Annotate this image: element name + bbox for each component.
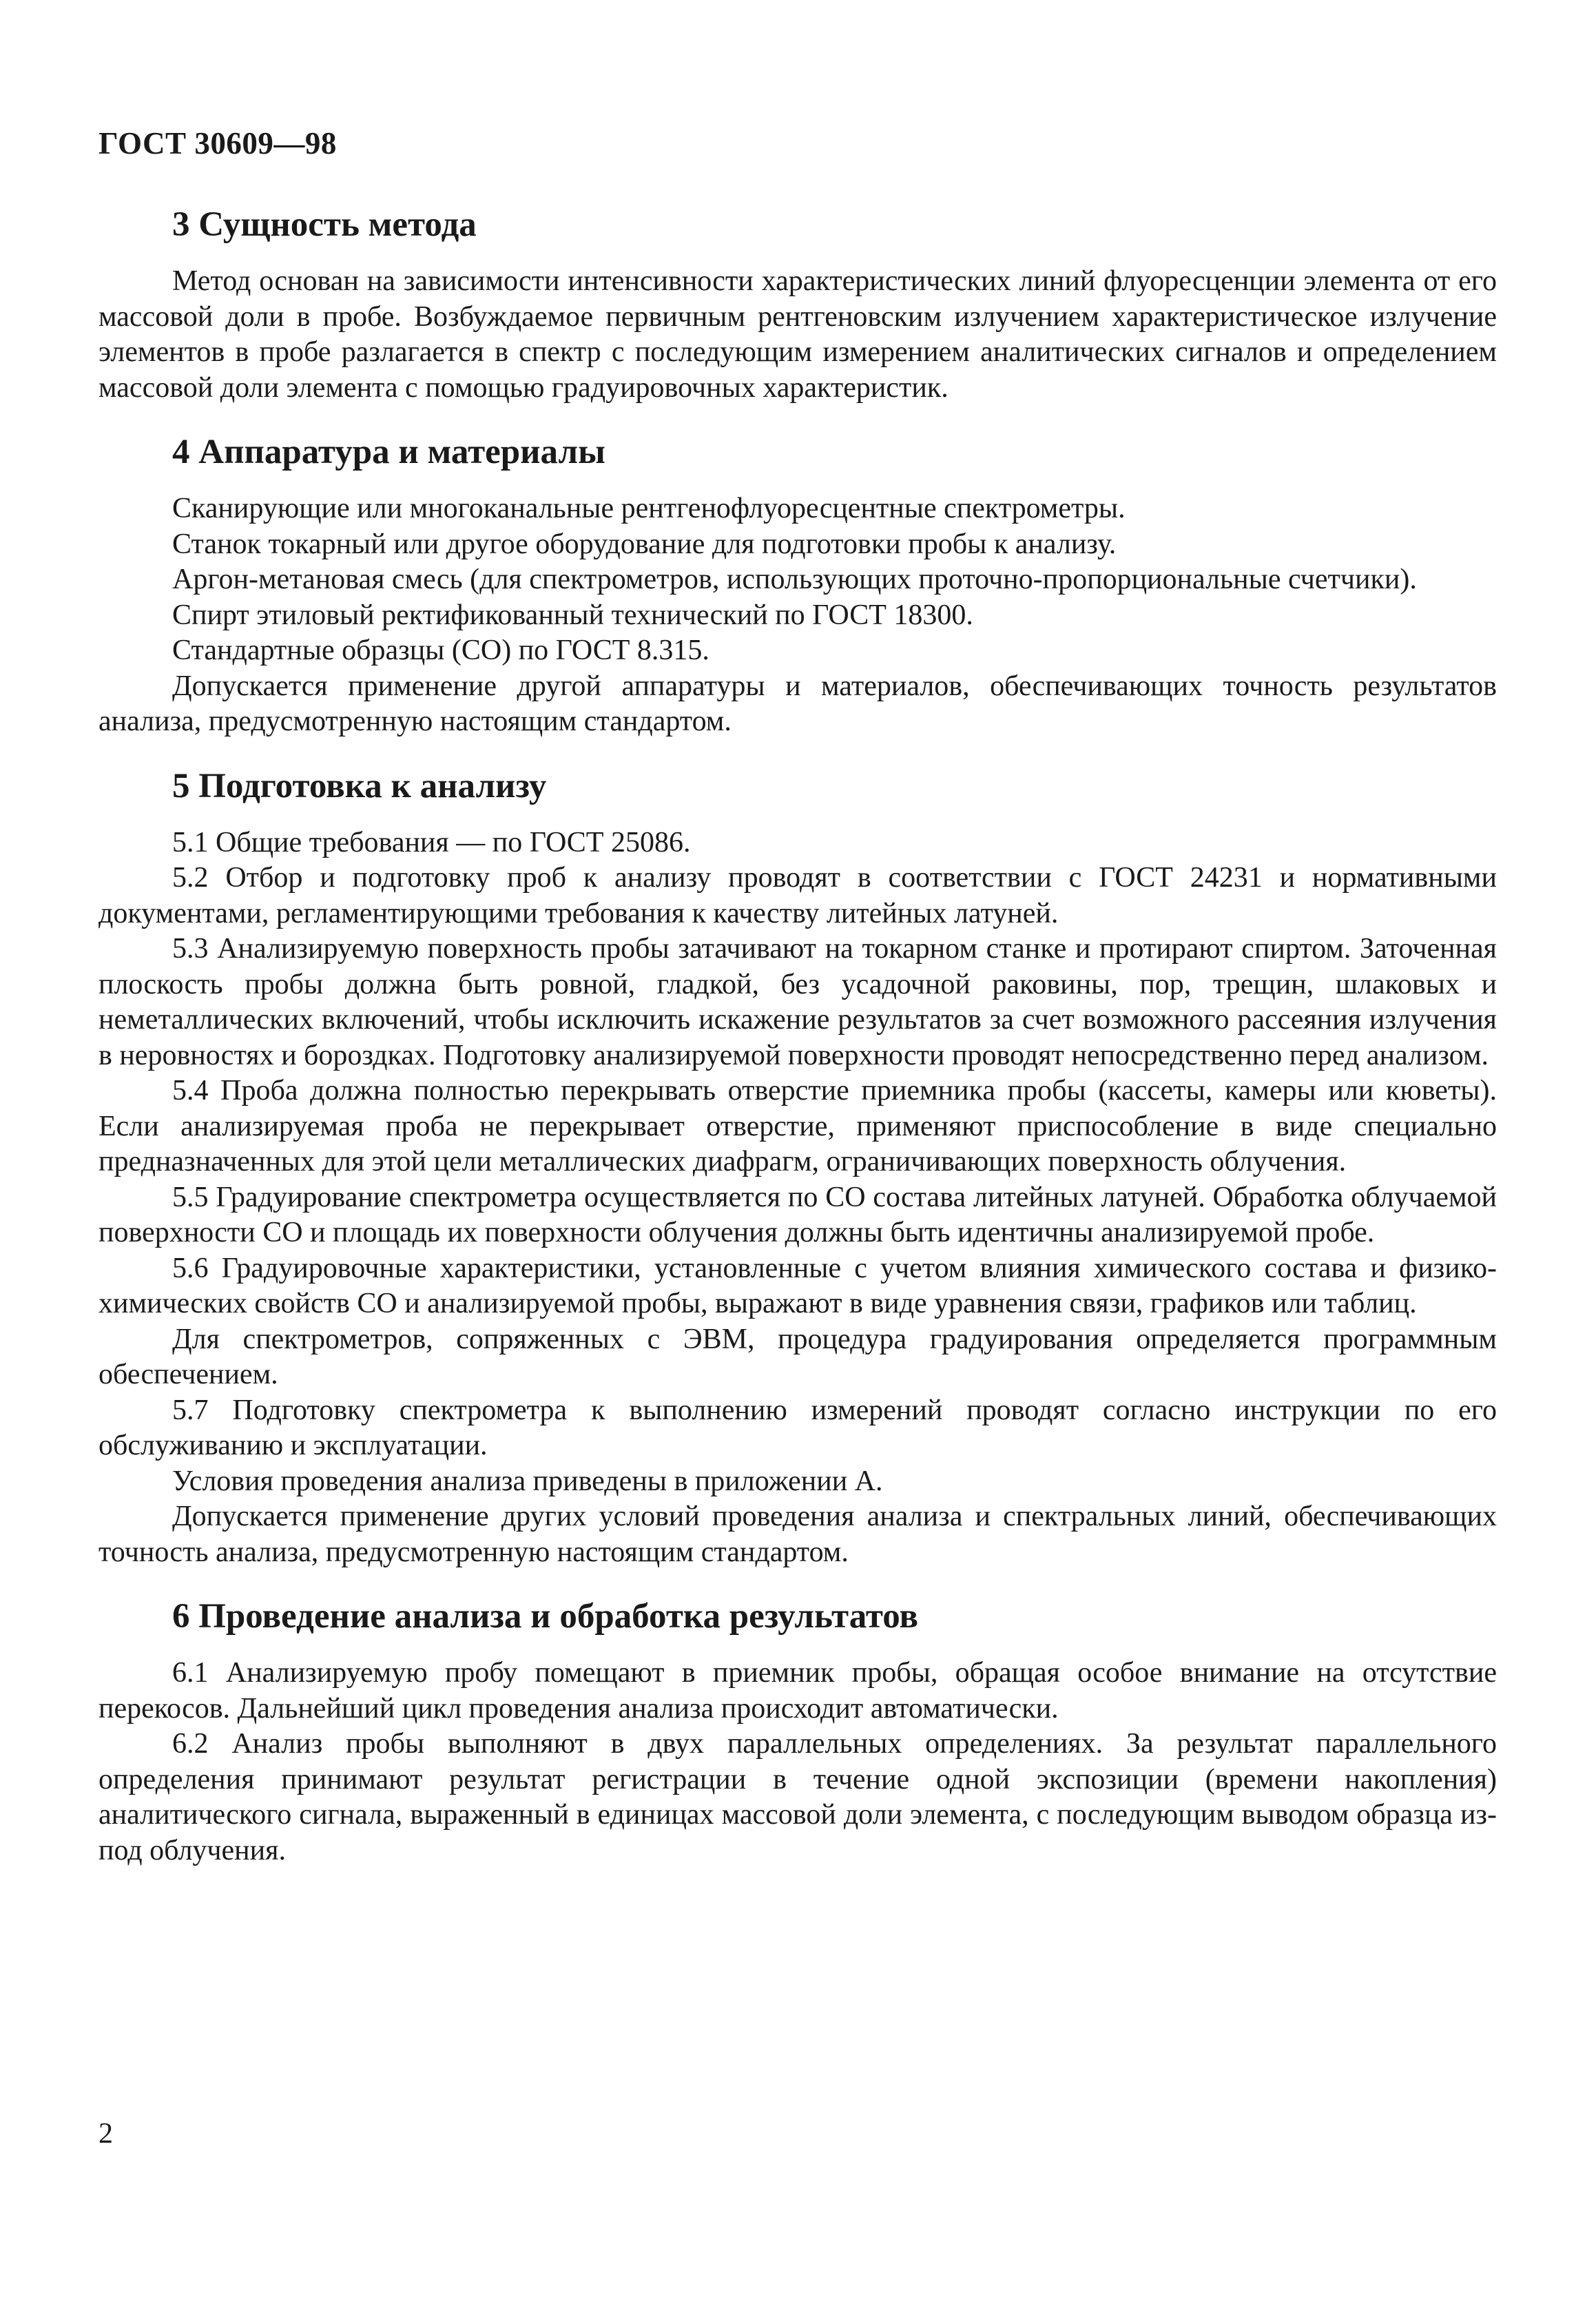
paragraph: Допускается применение другой аппаратуры и материалов, обеспечивающих точность результатов анализа, предусмотренную настоящим стандартом.	[99, 670, 1497, 737]
section-heading: 5 Подготовка к анализу	[172, 766, 547, 805]
paragraph: Стандартные образцы (СО) по ГОСТ 8.315.	[172, 635, 709, 666]
section-heading: 3 Сущность метода	[172, 205, 477, 244]
paragraph: 5.3 Анализируемую поверхность пробы затачивают на токарном станке и протирают спиртом. Заточенная плоскость пробы должна быть ровной, гладкой, без усадочной раковины, пор, трещин, шлаковых и неметаллических включений, чтобы исключить искажение результатов за счет возможного рассеяния излучения в неровностях и бороздках. Подготовку анализируемой поверхности проводят непосредственно перед анализом.	[99, 933, 1497, 1071]
section-5	[99, 765, 1497, 1571]
section-6	[99, 1595, 1497, 1869]
paragraph: 5.6 Градуировочные характеристики, установленные с учетом влияния химического состава и физико-химических свойств СО и анализируемой пробы, выражают в виде уравнения связи, графиков или таблиц.	[99, 1252, 1497, 1319]
paragraph: Метод основан на зависимости интенсивности характеристических линий флуоресценции элемента от его массовой доли в пробе. Возбуждаемое первичным рентгеновским излучением характеристическое излучение элементов в пробе разлагается в спектр с последующим измерением аналитических сигналов и определением массовой доли элемента с помощью градуировочных характеристик.	[99, 265, 1497, 404]
paragraph: 5.7 Подготовку спектрометра к выполнению измерений проводят согласно инструкции по его обслуживанию и эксплуатации.	[99, 1394, 1497, 1461]
paragraph: 6.2 Анализ пробы выполняют в двух параллельных определениях. За результат параллельного определения принимают результат регистрации в течение одной экспозиции (времени накопления) аналитического сигнала, выраженный в единицах массовой доли элемента, с последующим выводом образца из-под облучения.	[99, 1728, 1497, 1866]
section-heading: 6 Проведение анализа и обработка результатов	[172, 1597, 919, 1636]
document-body	[99, 203, 1497, 1869]
paragraph: 5.5 Градуирование спектрометра осуществляется по СО состава литейных латуней. Обработка облучаемой поверхности СО и площадь их поверхности облучения должны быть идентичны анализируемой пробе.	[99, 1181, 1497, 1248]
section-heading: 4 Аппаратура и материалы	[172, 433, 605, 471]
paragraph: Условия проведения анализа приведены в приложении А.	[172, 1465, 883, 1497]
section-3	[99, 203, 1497, 406]
paragraph: 5.4 Проба должна полностью перекрывать отверстие приемника пробы (кассеты, камеры или кюветы). Если анализируемая проба не перекрывает отверстие, применяют приспособление в виде специально предназначенных для этой цели металлических диафрагм, ограничивающих поверхность облучения.	[99, 1075, 1497, 1177]
document-header: ГОСТ 30609—98	[99, 126, 337, 161]
paragraph: 5.1 Общие требования — по ГОСТ 25086.	[172, 826, 691, 858]
paragraph: Спирт этиловый ректификованный технический по ГОСТ 18300.	[172, 599, 973, 631]
page-number: 2	[99, 2118, 113, 2150]
paragraph: Для спектрометров, сопряженных с ЭВМ, процедура градуирования определяется программным обеспечением.	[99, 1323, 1497, 1390]
paragraph: 5.2 Отбор и подготовку проб к анализу проводят в соответствии с ГОСТ 24231 и нормативными документами, регламентирующими требования к качеству литейных латуней.	[99, 862, 1497, 929]
paragraph: Допускается применение других условий проведения анализа и спектральных линий, обеспечивающих точность анализа, предусмотренную настоящим стандартом.	[99, 1501, 1497, 1568]
paragraph: Станок токарный или другое оборудование для подготовки пробы к анализу.	[172, 528, 1117, 560]
paragraph: Аргон-метановая смесь (для спектрометров, использующих проточно-пропорциональные счетчики).	[172, 564, 1417, 595]
section-4	[99, 431, 1497, 740]
paragraph: Сканирующие или многоканальные рентгенофлуоресцентные спектрометры.	[172, 493, 1126, 524]
paragraph: 6.1 Анализируемую пробу помещают в приемник пробы, обращая особое внимание на отсутствие перекосов. Дальнейший цикл проведения анализа происходит автоматически.	[99, 1657, 1497, 1725]
